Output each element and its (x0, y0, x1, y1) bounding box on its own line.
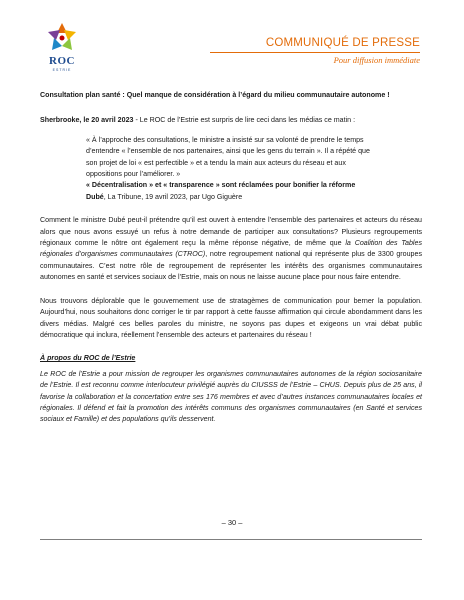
quote-source-details: , La Tribune, 19 avril 2023, par Ugo Giguère (103, 192, 243, 201)
quote-source-title: « Décentralisation » et « transparence » sont réclamées pour bonifier la réforme Dubé (86, 181, 356, 201)
footer-divider (40, 539, 422, 540)
paragraph-1-text: Comment le ministre Dubé peut-il prétendre qu’il est ouvert à entendre l’ensemble des partenaires et acteurs du réseau alors que nous avons essuyé un refus à notre demande de participer aux consultations? Plusieurs regroupements régionaux comme le nôtre ont également reçu la même réponse négative, de même que (40, 216, 422, 248)
dateline-text: - Le ROC de l’Estrie est surpris de lire ceci dans les médias ce matin : (133, 116, 356, 125)
about-text: Le ROC de l’Estrie a pour mission de regrouper les organismes communautaires autonomes de la région sociosanitaire de l’Estrie. Il est reconnu comme interlocuteur privilégié auprès du CIUSSS de l’Estrie – CHUS. Depuis plus de 25 ans, il favorise la collaboration et la concertation entre ses 176 membres et avec d’autres instances communautaires locales et régionales. Il défend et fait la promotion des intérêts communs des organismes communautaires (en Santé et services sociaux et Famille) et des populations qu’ils desservent. (40, 369, 422, 424)
about-heading: À propos du ROC de l’Estrie (40, 354, 136, 363)
roc-estrie-logo (40, 22, 84, 76)
dateline (40, 115, 422, 126)
document-body (40, 90, 422, 426)
ctroc-name: la Coalition des Tables régionales d’organismes communautaires (CTROC) (40, 239, 422, 259)
paragraph-1-text-cont: , notre regroupement national qui représente plus de 3300 groupes communautaires. C’est notre rôle de regroupement de représenter les intérêts des organismes communautaires autonomes en santé et services sociaux de l’Estrie, mais on nous ne laisse aucune place pour nous faire entendre. (40, 250, 422, 282)
logo-subtext: ESTRIE (52, 68, 72, 72)
news-quote (86, 135, 376, 203)
header-divider (210, 52, 420, 53)
header-subtitle: Pour diffusion immédiate (333, 55, 420, 65)
place-date: Sherbrooke, le 20 avril 2023 (40, 116, 134, 125)
paragraph-2: Nous trouvons déplorable que le gouvernement use de stratagèmes de communication pour berner la population. Aujourd’hui, nous souhaitons donc corriger le tir par rapport à cette fausse affirmation qui circule abondamment dans les divers médias. Malgré ces belles paroles du ministre, ne soyons pas dupes et exigeons un vrai débat public démocratique qui inclura, réellement l’ensemble des acteurs et partenaires du réseau ! (40, 296, 422, 339)
quote-text: « À l’approche des consultations, le ministre a insisté sur sa volonté de prendre le temps d’entendre « l’ensemble de nos partenaires, ainsi que les gens du terrain ». Il a répété que son projet de loi « est perfectible » et a tendu la main aux acteurs du réseau et aux oppositions pour l’améliorer. » (86, 135, 370, 179)
logo-wordmark: ROC (49, 55, 75, 67)
header (266, 36, 420, 50)
logo-star-icon (40, 22, 84, 56)
document-subject: Consultation plan santé : Quel manque de considération à l’égard du milieu communautaire autonome ! (40, 91, 390, 99)
paragraph-1 (40, 215, 422, 283)
header-title: COMMUNIQUÉ DE PRESSE (265, 37, 420, 49)
page-number: – 30 – (221, 518, 243, 527)
